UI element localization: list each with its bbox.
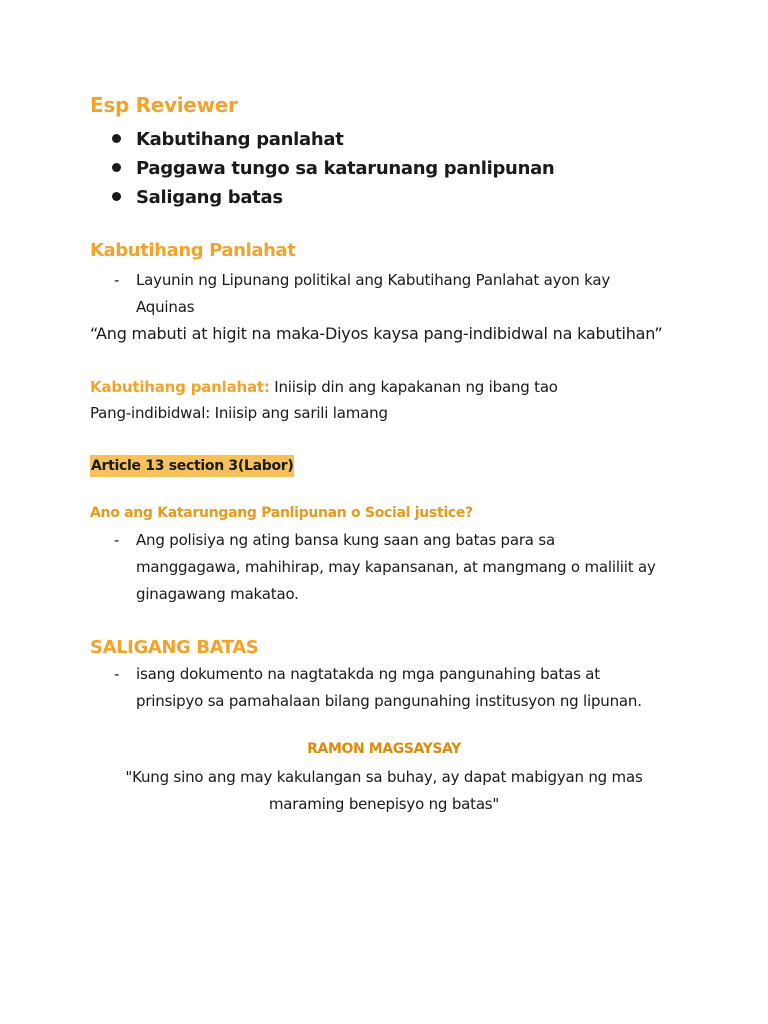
topic-item: Paggawa tungo sa katarunang panlipunan	[112, 154, 554, 183]
section-heading-saligang-batas: SALIGANG BATAS	[90, 637, 259, 658]
quote-line-1: "Kung sino ang may kakulangan sa buhay, ay dapat mabigyan ng mas	[125, 768, 643, 786]
dash-marker: -	[114, 665, 120, 683]
definition-text: Iniisip din ang kapakanan ng ibang tao	[269, 378, 558, 396]
dash-text: Layunin ng Lipunang politikal ang Kabutihang Panlahat ayon kay Aquinas	[136, 271, 611, 316]
topic-item: Kabutihang panlahat	[112, 125, 554, 154]
section-heading-kabutihang-panlahat: Kabutihang Panlahat	[90, 240, 296, 261]
quote-line-2: maraming benepisyo ng batas"	[268, 795, 500, 813]
bullet-icon	[112, 192, 121, 201]
bullet-icon	[112, 134, 121, 143]
bullet-icon	[112, 163, 121, 172]
topic-list	[112, 125, 554, 212]
dash-text: isang dokumento na nagtatakda ng mga pangunahing batas at prinsipyo sa pamahalaan bilang pangunahing institusyon ng lipunan.	[136, 665, 642, 710]
dash-marker: -	[114, 531, 120, 549]
dash-marker: -	[114, 271, 120, 289]
definition-line-2: Pang-indibidwal: Iniisip ang sarili lamang	[90, 404, 388, 422]
definition-label: Kabutihang panlahat:	[90, 378, 270, 396]
quote-text: “Ang mabuti at higit na maka-Diyos kaysa pang-indibidwal na kabutihan”	[90, 324, 663, 343]
dash-text: Ang polisiya ng ating bansa kung saan ang batas para sa manggagawa, mahihirap, may kapansanan, at mangmang o maliliit ay ginagawang makatao.	[136, 531, 656, 603]
quote-author: RAMON MAGSAYSAY	[307, 741, 461, 757]
document-title: Esp Reviewer	[90, 93, 238, 117]
question-heading: Ano ang Katarungang Panlipunan o Social justice?	[90, 505, 473, 521]
article-highlight: Article 13 section 3(Labor)	[90, 455, 294, 477]
topic-item: Saligang batas	[112, 183, 554, 212]
definition-line	[90, 374, 558, 401]
